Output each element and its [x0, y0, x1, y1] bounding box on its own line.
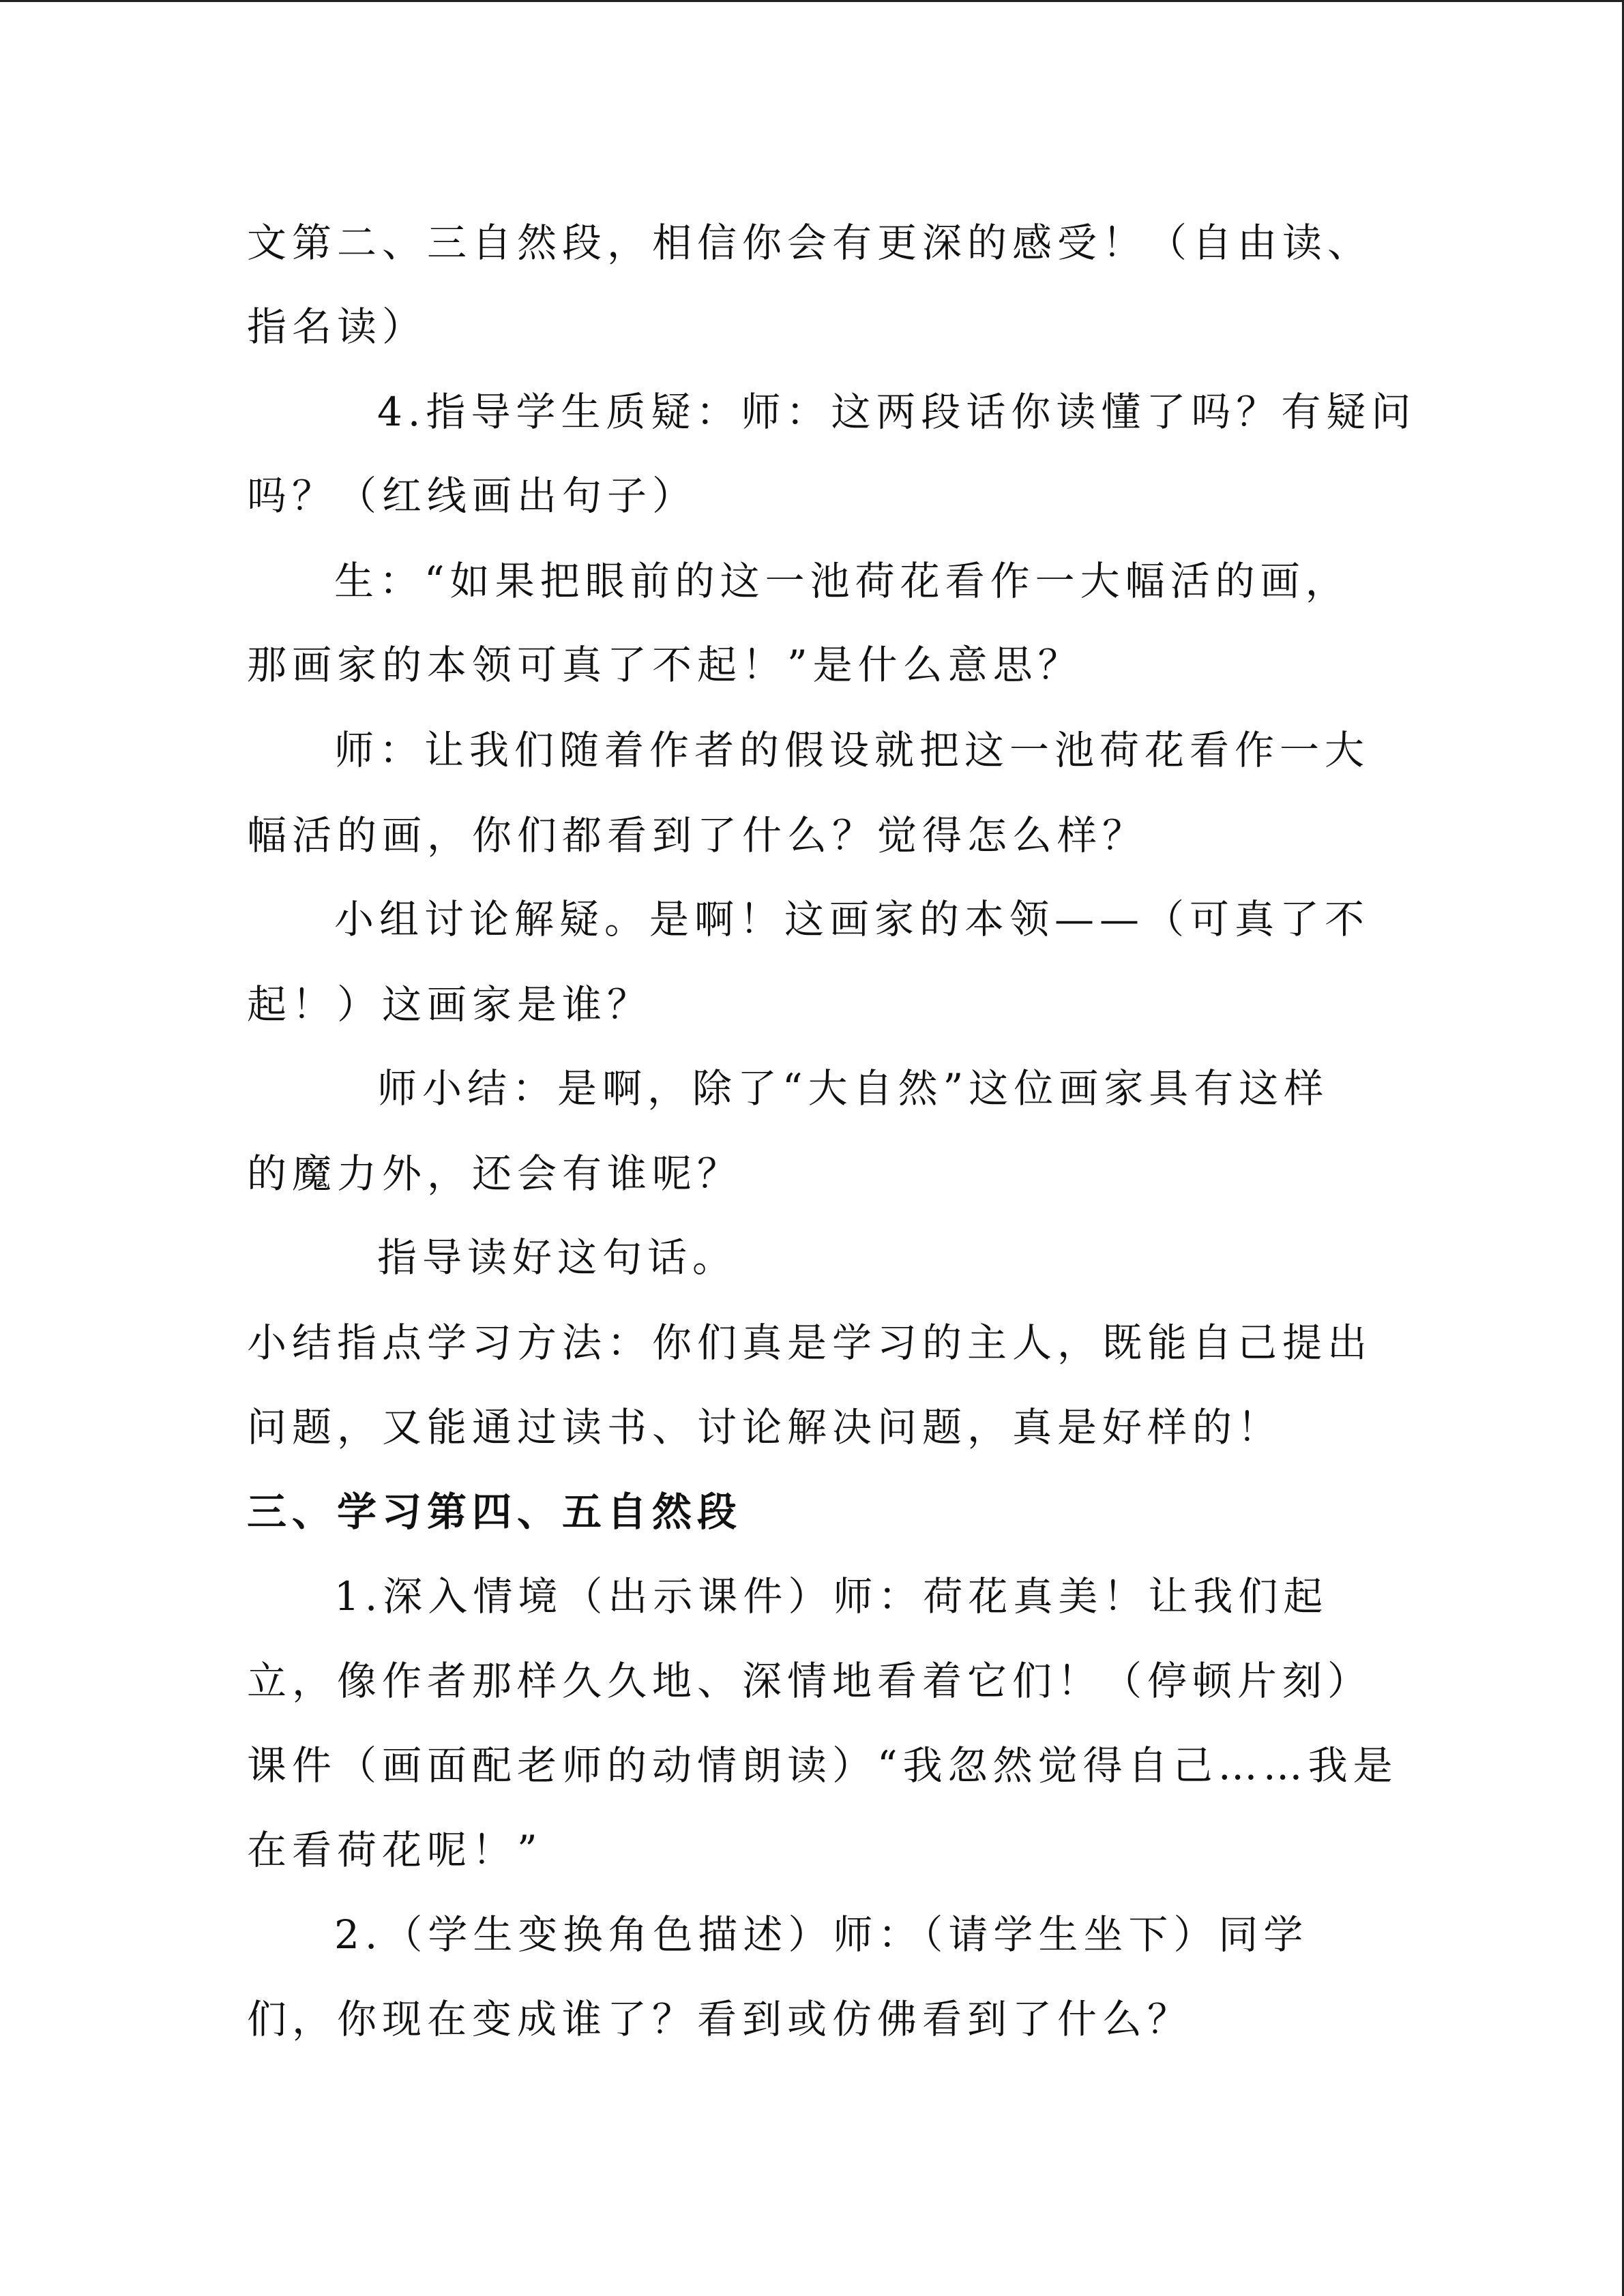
text-line: 生：“如果把眼前的这一池荷花看作一大幅活的画， — [334, 558, 1350, 604]
text-line: 在看荷花呢！” — [247, 1827, 543, 1873]
text-line: 师：让我们随着作者的假设就把这一池荷花看作一大 — [334, 727, 1370, 773]
text-line: 文第二、三自然段，相信你会有更深的感受！（自由读、 — [247, 220, 1373, 266]
text-line: 课件（画面配老师的动情朗读）“我忽然觉得自己……我是 — [247, 1742, 1398, 1789]
text-line: 指名读） — [247, 303, 428, 350]
text-line: 那画家的本领可真了不起！”是什么意思？ — [247, 642, 1083, 688]
text-line: 立，像作者那样久久地、深情地看着它们！（停顿片刻） — [247, 1658, 1373, 1704]
text-line: 吗？（红线画出句子） — [247, 473, 698, 519]
text-line: 小组讨论解疑。是啊！这画家的本领——（可真了不 — [334, 896, 1370, 942]
text-line: 们，你现在变成谁了？看到或仿佛看到了什么？ — [247, 1996, 1193, 2042]
text-line: 4.指导学生质疑：师：这两段话你读懂了吗？有疑问 — [377, 389, 1417, 435]
text-line: 1.深入情境（出示课件）师：荷花真美！让我们起 — [334, 1573, 1329, 1620]
text-line: 2.（学生变换角色描述）师：（请学生坐下）同学 — [334, 1911, 1309, 1958]
text-line: 的魔力外，还会有谁呢？ — [247, 1150, 743, 1197]
text-line: 起！）这画家是谁？ — [247, 981, 653, 1028]
text-line: 幅活的画，你们都看到了什么？觉得怎么样？ — [247, 812, 1148, 859]
text-line: 小结指点学习方法：你们真是学习的主人，既能自己提出 — [247, 1320, 1373, 1366]
page-top-border — [0, 0, 1624, 2]
text-line: 师小结：是啊，除了“大自然”这位画家具有这样 — [377, 1065, 1329, 1112]
text-line: 指导读好这句话。 — [377, 1234, 738, 1281]
text-line: 问题，又能通过读书、讨论解决问题，真是好样的！ — [247, 1404, 1283, 1450]
section-heading: 三、学习第四、五自然段 — [247, 1489, 743, 1535]
